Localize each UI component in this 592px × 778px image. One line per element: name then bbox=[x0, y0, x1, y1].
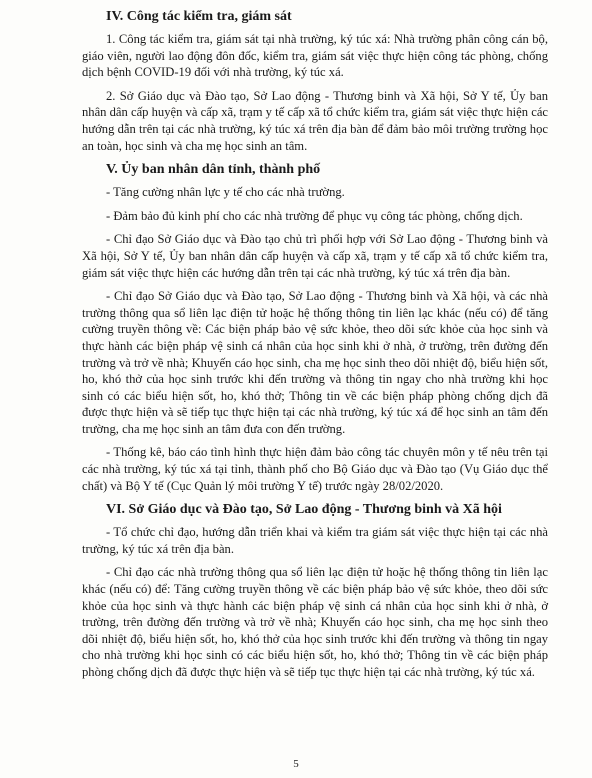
document-body bbox=[82, 4, 548, 688]
paragraph: - Tăng cường nhân lực y tế cho các nhà trường. bbox=[106, 185, 345, 200]
paragraph: - Thống kê, báo cáo tình hình thực hiện đảm bảo công tác chuyên môn y tế nêu trên tại các nhà trường, ký túc xá tại tỉnh, thành phố cho Bộ Giáo dục và Đào tạo (Vụ Giáo dục thể chất) và Bộ Y tế (Cục Quản lý môi trường Y tế) trước ngày 28/02/2020. bbox=[82, 445, 548, 493]
paragraph: - Chỉ đạo các nhà trường thông qua sổ liên lạc điện tử hoặc hệ thống thông tin liên lạc khác (nếu có) để: Tăng cường truyền thông về các biện pháp bảo vệ sức khỏe, theo dõi sức khỏe của học sinh và thực hành các biện pháp vệ sinh cá nhân của học sinh khi ở nhà, ở trường, trên đường đến trường và trở về nhà; Khuyến cáo học sinh, cha mẹ học sinh theo dõi nhiệt độ, biểu hiện sốt, ho, khó thở của học sinh trước khi đến trường và thông tin ngay cho nhà trường khi học sinh có các biểu hiện sốt, ho, khó thở; Thông tin về các biện pháp phòng chống dịch đã được thực hiện và sẽ tiếp tục thực hiện tại các nhà trường, ký túc xá. bbox=[82, 565, 548, 679]
section-heading-vi: VI. Sở Giáo dục và Đào tạo, Sở Lao động - Thương binh và Xã hội bbox=[106, 502, 502, 518]
paragraph: 2. Sở Giáo dục và Đào tạo, Sở Lao động - Thương binh và Xã hội, Sở Y tế, Ủy ban nhân dân cấp huyện và cấp xã, trạm y tế cấp xã tổ chức kiểm tra, giám sát việc thực hiện các hướng dẫn trên tại các nhà trường, ký túc xá trên địa bàn để đảm bảo môi trường trường học an toàn, học sinh và cha mẹ học sinh an tâm. bbox=[82, 88, 548, 153]
paragraph: - Đảm bảo đủ kinh phí cho các nhà trường để phục vụ công tác phòng, chống dịch. bbox=[106, 208, 523, 223]
paragraph: - Tổ chức chỉ đạo, hướng dẫn triển khai và kiểm tra giám sát việc thực hiện tại các nhà trường, ký túc xá trên địa bàn. bbox=[82, 525, 548, 556]
paragraph: - Chỉ đạo Sở Giáo dục và Đào tạo, Sở Lao động - Thương binh và Xã hội, và các nhà trường thông qua sổ liên lạc điện tử hoặc hệ thống thông tin liên lạc khác (nếu có) để tăng cường truyền thông về: Các biện pháp bảo vệ sức khỏe, theo dõi sức khỏe của học sinh và thực hành các biện pháp vệ sinh cá nhân của học sinh khi ở nhà, ở trường, trên đường đến trường và trở về nhà; Khuyến cáo học sinh, cha mẹ học sinh theo dõi nhiệt độ, biểu hiện sốt, ho, khó thở của học sinh trước khi đến trường và thông tin ngay cho nhà trường khi học sinh có các biểu hiện sốt, ho, khó thở; Thông tin về các biện pháp phòng chống dịch đã được thực hiện và sẽ tiếp tục thực hiện tại các nhà trường, ký túc xá để học sinh an tâm đến trường, cha mẹ học sinh an tâm đưa con đến trường. bbox=[82, 289, 548, 436]
paragraph: 1. Công tác kiểm tra, giám sát tại nhà trường, ký túc xá: Nhà trường phân công cán bộ, giáo viên, người lao động đôn đốc, kiểm tra, giám sát việc thực hiện công tác phòng, chống dịch bệnh COVID-19 đối với nhà trường, ký túc xá. bbox=[82, 32, 548, 80]
page-number: 5 bbox=[293, 758, 299, 770]
paragraph: - Chỉ đạo Sở Giáo dục và Đào tạo chủ trì phối hợp với Sở Lao động - Thương binh và Xã hội, Sở Y tế, Ủy ban nhân dân cấp huyện và cấp xã, trạm y tế cấp xã tổ chức kiểm tra, giám sát việc thực hiện các hướng dẫn trên tại các nhà trường, ký túc xá trên địa bàn. bbox=[82, 232, 548, 280]
section-heading-iv: IV. Công tác kiểm tra, giám sát bbox=[106, 9, 292, 24]
section-heading-v: V. Ủy ban nhân dân tỉnh, thành phố bbox=[106, 162, 321, 178]
